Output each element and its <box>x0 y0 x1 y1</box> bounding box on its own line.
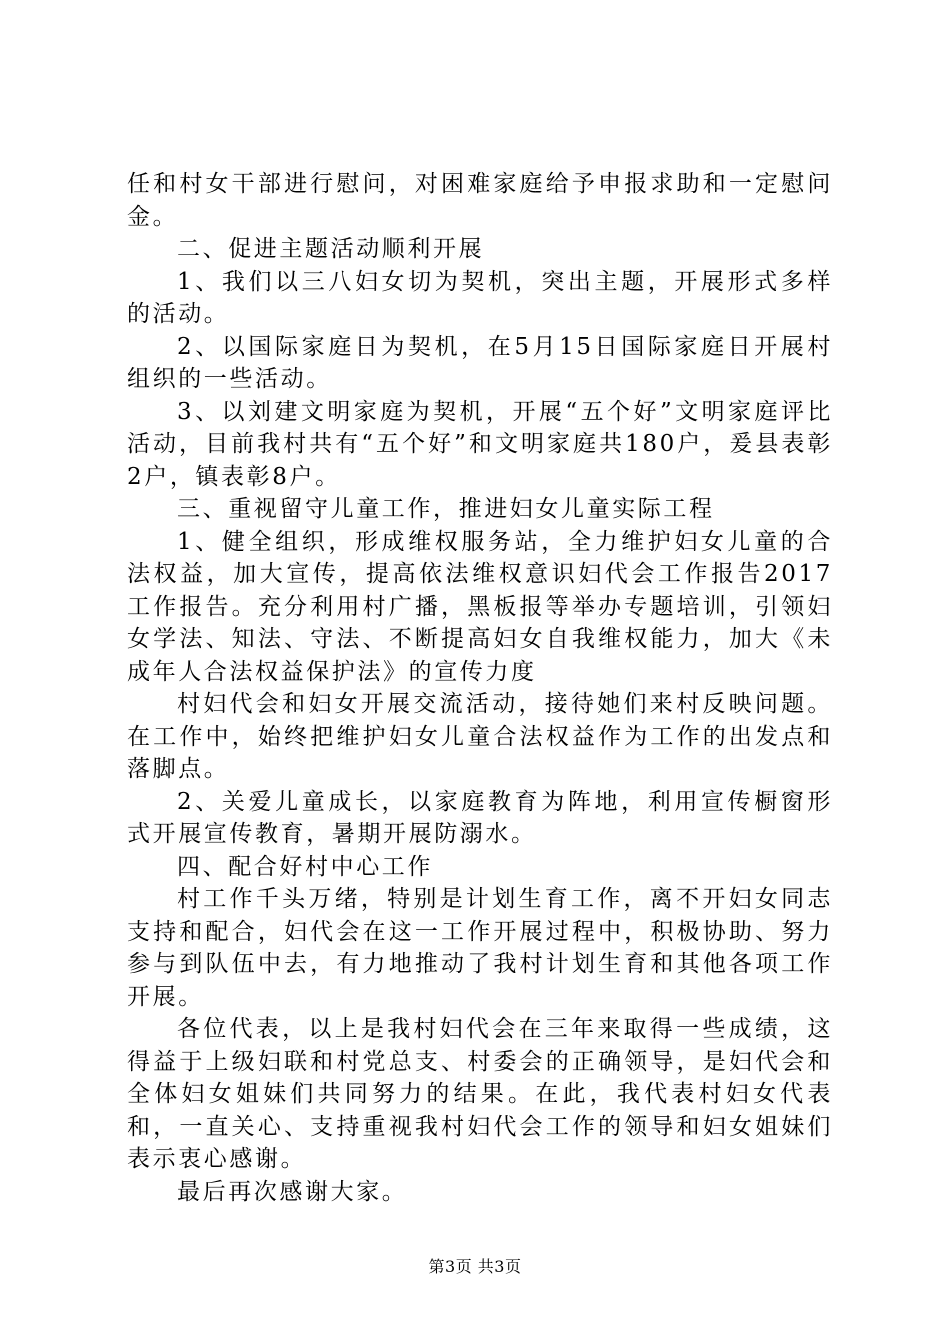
section-heading-2: 二、促进主题活动顺利开展 <box>177 236 485 262</box>
document-body <box>127 168 833 1208</box>
paragraph: 村妇代会和妇女开展交流活动，接待她们来村反映问题。在工作中，始终把维护妇女儿童合法权益作为工作的出发点和落脚点。 <box>127 691 833 782</box>
page-number-footer: 第3页 共3页 <box>428 1257 522 1276</box>
paragraph: 村工作千头万绪，特别是计划生育工作，离不开妇女同志支持和配合，妇代会在这一工作开展过程中，积极协助、努力参与到队伍中去，有力地推动了我村计划生育和其他各项工作开展。 <box>127 886 833 1010</box>
closing-paragraph: 最后再次感谢大家。 <box>177 1178 408 1205</box>
paragraph-continued: 任和村女干部进行慰问，对困难家庭给予申报求助和一定慰问金。 <box>127 171 833 230</box>
paragraph: 2、以国际家庭日为契机，在5月15日国际家庭日开展村组织的一些活动。 <box>127 333 833 392</box>
paragraph: 3、以刘建文明家庭为契机，开展“五个好”文明家庭评比活动，目前我村共有“五个好”和文明家庭共180户，爰县表彰2户，镇表彰8户。 <box>127 398 833 490</box>
section-heading-4: 四、配合好村中心工作 <box>177 853 433 880</box>
paragraph: 1、我们以三八妇女切为契机，突出主题，开展形式多样的活动。 <box>127 268 833 327</box>
paragraph: 1、健全组织，形成维权服务站，全力维护妇女儿童的合法权益，加大宣传，提高依法维权意识妇代会工作报告2017工作报告。充分利用村广播，黑板报等举办专题培训，引领妇女学法、知法、守法、不断提高妇女自我维权能力，加大《未成年人合法权益保护法》的宣传力度 <box>127 528 833 685</box>
section-heading-3: 三、重视留守儿童工作，推进妇女儿童实际工程 <box>177 496 715 522</box>
paragraph: 各位代表，以上是我村妇代会在三年来取得一些成绩，这得益于上级妇联和村党总支、村委会的正确领导，是妇代会和全体妇女姐妹们共同努力的结果。在此，我代表村妇女代表和，一直关心、支持重视我村妇代会工作的领导和妇女姐妹们表示衷心感谢。 <box>127 1016 833 1172</box>
paragraph: 2、关爱儿童成长，以家庭教育为阵地，利用宣传橱窗形式开展宣传教育，暑期开展防溺水。 <box>127 788 833 847</box>
